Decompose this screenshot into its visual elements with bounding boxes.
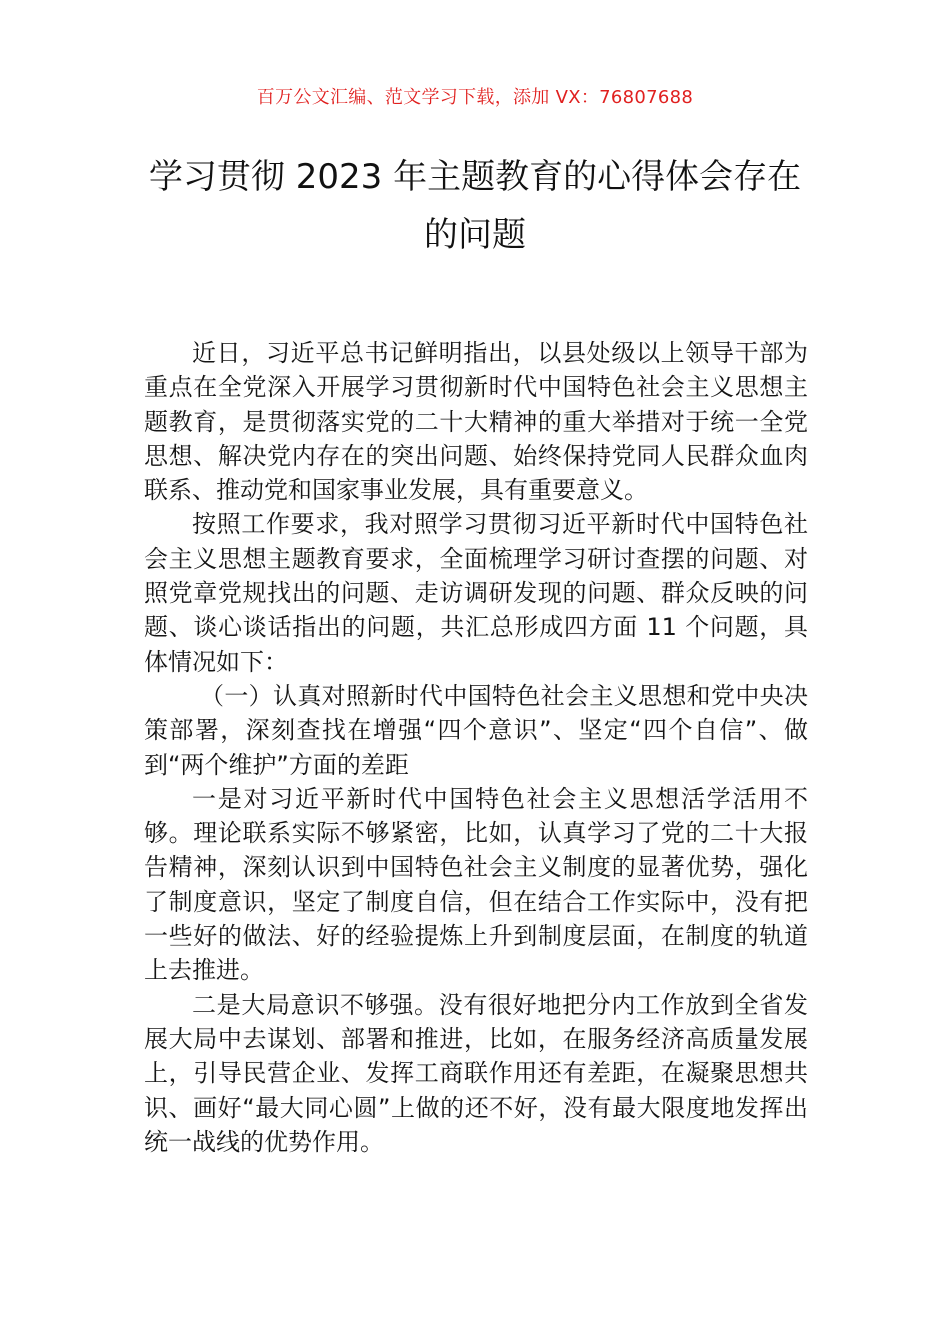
paragraph-requirements: 按照工作要求，我对照学习贯彻习近平新时代中国特色社会主义思想主题教育要求，全面梳理学习研讨查摆的问题、对照党章党规找出的问题、走访调研发现的问题、群众反映的问题、谈心谈话指出的问题，共汇总形成四方面 11 个问题，具体情况如下： xyxy=(144,510,808,676)
document-body xyxy=(144,336,808,1159)
header-watermark-note: 百万公文汇编、范文学习下载，添加 VX：76807688 xyxy=(256,87,694,108)
paragraph-point-1: 一是对习近平新时代中国特色社会主义思想活学活用不够。理论联系实际不够紧密，比如，认真学习了党的二十大报告精神，深刻认识到中国特色社会主义制度的显著优势，强化了制度意识，坚定了制度自信，但在结合工作实际中，没有把一些好的做法、好的经验提炼上升到制度层面，在制度的轨道上去推进。 xyxy=(144,784,808,985)
paragraph-point-2: 二是大局意识不够强。没有很好地把分内工作放到全省发展大局中去谋划、部署和推进，比如，在服务经济高质量发展上，引导民营企业、发挥工商联作用还有差距，在凝聚思想共识、画好“最大同心圆”上做的还不好，没有最大限度地发挥出统一战线的优势作用。 xyxy=(144,990,808,1156)
document-title xyxy=(130,148,820,264)
paragraph-intro: 近日，习近平总书记鲜明指出，以县处级以上领导干部为重点在全党深入开展学习贯彻新时代中国特色社会主义思想主题教育，是贯彻落实党的二十大精神的重大举措对于统一全党思想、解决党内存在的突出问题、始终保持党同人民群众血肉联系、推动党和国家事业发展，具有重要意义。 xyxy=(144,339,808,505)
title-line-1: 学习贯彻 2023 年主题教育的心得体会存在 xyxy=(148,157,802,197)
title-line-2: 的问题 xyxy=(424,215,526,255)
section-heading-1: （一）认真对照新时代中国特色社会主义思想和党中央决策部署，深刻查找在增强“四个意识”、坚定“四个自信”、做到“两个维护”方面的差距 xyxy=(144,681,808,779)
